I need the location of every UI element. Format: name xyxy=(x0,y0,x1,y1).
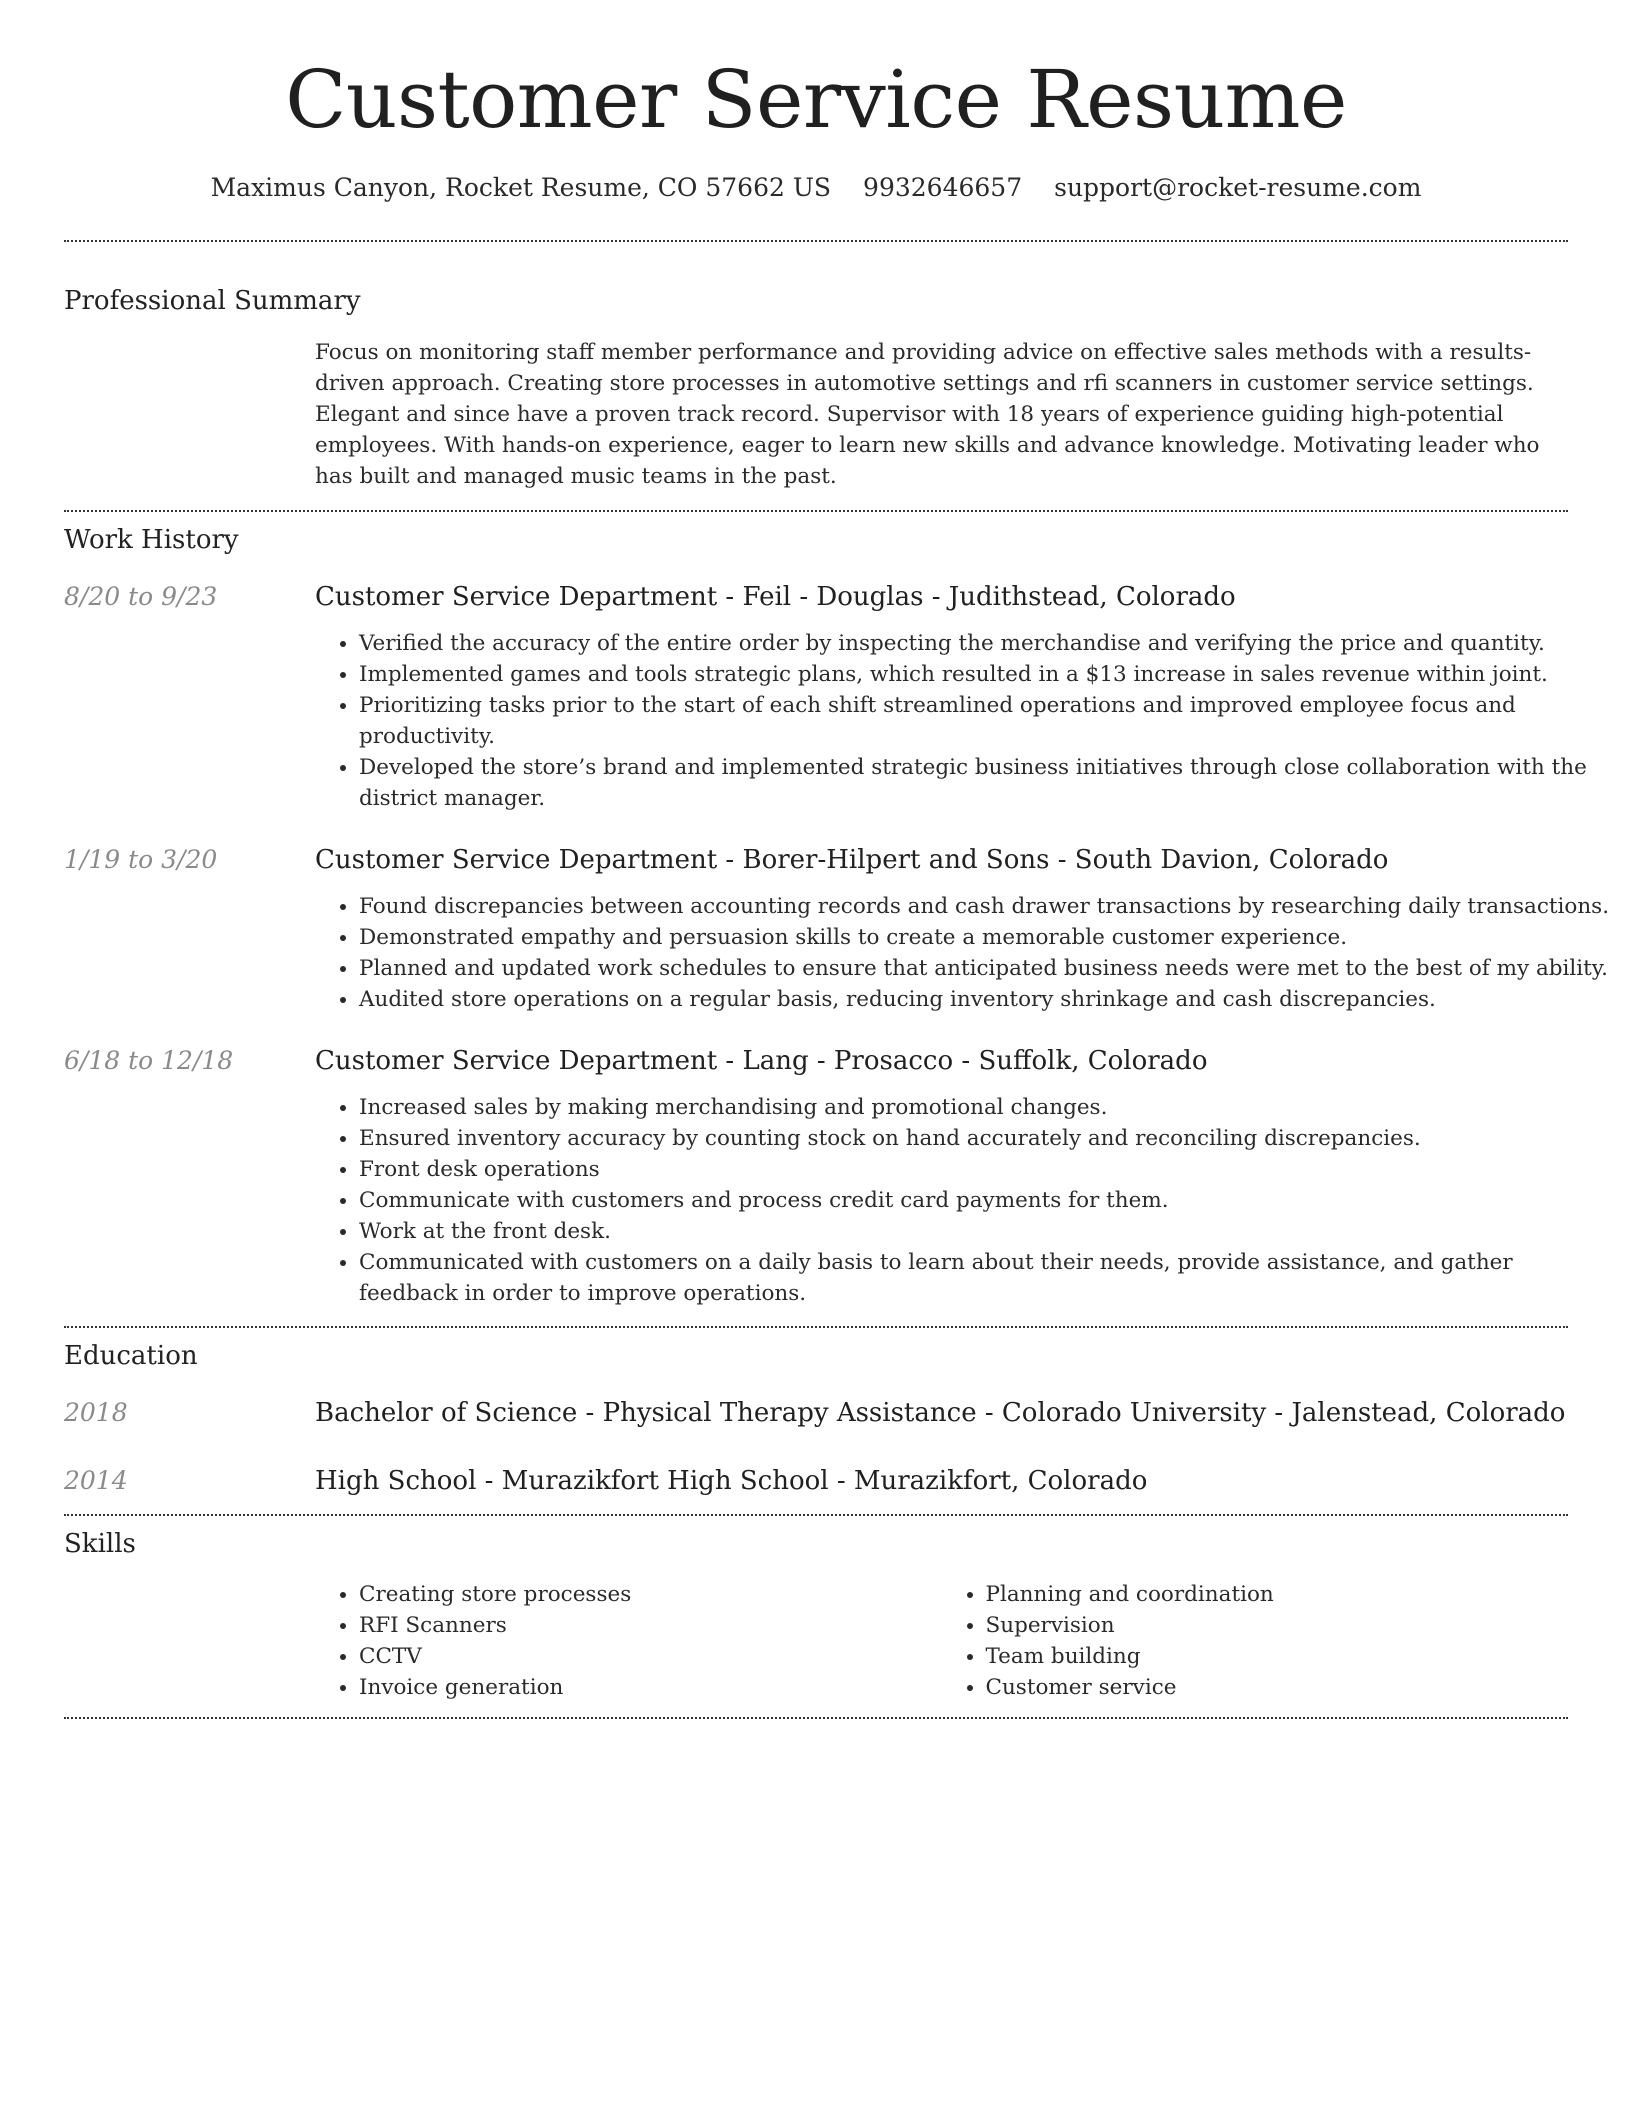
education-entry xyxy=(64,1396,1568,1430)
skills-section xyxy=(64,1527,1568,1703)
job-dates: 1/19 to 3/20 xyxy=(64,845,218,874)
summary-section xyxy=(64,284,1568,492)
skill-item: • Planning and coordination xyxy=(986,1579,1569,1610)
summary-row xyxy=(64,337,1568,492)
skill-item: • RFI Scanners xyxy=(359,1610,942,1641)
list-item: • Implemented games and tools strategic plans, which resulted in a $13 increase in sales revenue within joint. xyxy=(359,659,1612,690)
resume-title: Customer Service Resume xyxy=(285,53,1347,146)
education-section xyxy=(64,1339,1568,1498)
education-entry xyxy=(64,1464,1568,1498)
resume-page xyxy=(64,0,1610,1719)
list-item: • Front desk operations xyxy=(359,1154,1612,1185)
list-item: • Found discrepancies between accounting records and cash drawer transactions by researching daily transactions. xyxy=(359,891,1612,922)
section-heading-education: Education xyxy=(64,1341,198,1371)
skill-item: • Team building xyxy=(986,1641,1569,1672)
education-year: 2014 xyxy=(64,1466,128,1495)
list-item: • Prioritizing tasks prior to the start of each shift streamlined operations and improved employee focus and productivity. xyxy=(359,690,1612,752)
contact-phone: 9932646657 xyxy=(863,173,1023,202)
skill-item: • Creating store processes xyxy=(359,1579,942,1610)
list-item: • Increased sales by making merchandising and promotional changes. xyxy=(359,1092,1612,1123)
divider xyxy=(64,1326,1568,1328)
job-dates: 6/18 to 12/18 xyxy=(64,1046,234,1075)
job-title: Customer Service Department - Lang - Prosacco - Suffolk, Colorado xyxy=(315,1046,1208,1076)
job-entry xyxy=(64,580,1587,814)
list-item: • Work at the front desk. xyxy=(359,1216,1612,1247)
list-item: • Ensured inventory accuracy by counting stock on hand accurately and reconciling discrepancies. xyxy=(359,1123,1612,1154)
skills-list-right xyxy=(942,1579,1569,1703)
list-item: • Audited store operations on a regular basis, reducing inventory shrinkage and cash discrepancies. xyxy=(359,984,1612,1015)
work-history-section xyxy=(64,523,1610,1309)
divider xyxy=(64,1717,1568,1719)
education-title: Bachelor of Science - Physical Therapy Assistance - Colorado University - Jalenstead, Colorado xyxy=(315,1398,1566,1428)
list-item: • Communicated with customers on a daily basis to learn about their needs, provide assistance, and gather feedback in order to improve operations. xyxy=(359,1247,1612,1309)
list-item: • Demonstrated empathy and persuasion skills to create a memorable customer experience. xyxy=(359,922,1612,953)
job-title: Customer Service Department - Feil - Douglas - Judithstead, Colorado xyxy=(315,582,1236,612)
list-item: • Verified the accuracy of the entire order by inspecting the merchandise and verifying the price and quantity. xyxy=(359,628,1612,659)
list-item: • Developed the store’s brand and implemented strategic business initiatives through close collaboration with the district manager. xyxy=(359,752,1612,814)
job-title: Customer Service Department - Borer-Hilpert and Sons - South Davion, Colorado xyxy=(315,845,1389,875)
education-year: 2018 xyxy=(64,1398,128,1427)
skills-list-left xyxy=(315,1579,942,1703)
list-item: • Planned and updated work schedules to ensure that anticipated business needs were met to the best of my ability. xyxy=(359,953,1612,984)
section-heading-summary: Professional Summary xyxy=(64,286,361,316)
divider xyxy=(64,1514,1568,1516)
section-heading-work-history: Work History xyxy=(64,525,239,555)
contact-email: support@rocket-resume.com xyxy=(1054,173,1422,202)
skill-item: • Supervision xyxy=(986,1610,1569,1641)
job-entry xyxy=(64,843,1610,1015)
divider xyxy=(64,240,1568,242)
skills-columns xyxy=(315,1579,1568,1703)
skill-item: • CCTV xyxy=(359,1641,942,1672)
section-heading-skills: Skills xyxy=(64,1529,136,1559)
contact-address: Maximus Canyon, Rocket Resume, CO 57662 US xyxy=(210,173,832,202)
job-dates: 8/20 to 9/23 xyxy=(64,582,218,611)
education-title: High School - Murazikfort High School - Murazikfort, Colorado xyxy=(315,1466,1148,1496)
job-bullets xyxy=(315,1092,1612,1309)
skill-item: • Invoice generation xyxy=(359,1672,942,1703)
summary-text: Focus on monitoring staff member performance and providing advice on effective sales methods with a results-driven approach. Creating store processes in automotive settings and rfi scanners in customer service settings. Elegant and since have a proven track record. Supervisor with 18 years of experience guiding high-potential employees. With hands-on experience, eager to learn new skills and advance knowledge. Motivating leader who has built and managed music teams in the past. xyxy=(315,340,1540,489)
skill-item: • Customer service xyxy=(986,1672,1569,1703)
list-item: • Communicate with customers and process credit card payments for them. xyxy=(359,1185,1612,1216)
contact-line xyxy=(64,172,1568,204)
job-bullets xyxy=(315,891,1612,1015)
job-entry xyxy=(64,1044,1568,1309)
job-bullets xyxy=(315,628,1612,814)
divider xyxy=(64,510,1568,512)
